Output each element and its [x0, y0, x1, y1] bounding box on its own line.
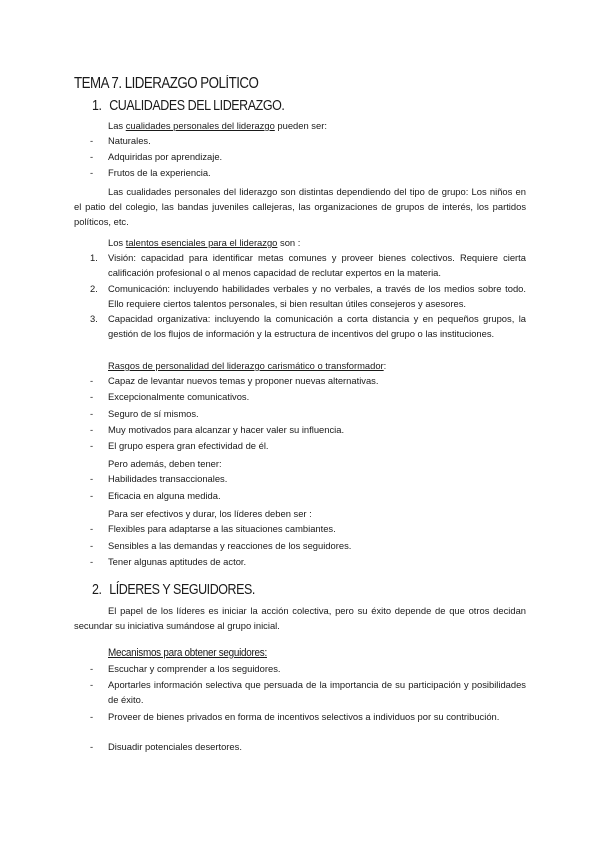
dash-bullet: - — [90, 490, 94, 501]
dash-bullet: - — [90, 424, 94, 435]
qualities-term: cualidades personales del liderazgo — [125, 120, 275, 131]
list-item-text: Proveer de bienes privados en forma de incentivos selectivos a individuos por su contribución. — [108, 711, 500, 722]
item-number: 2. — [90, 283, 98, 294]
paragraph — [74, 184, 526, 229]
list-item — [90, 422, 526, 437]
list-item-text: Excepcionalmente comunicativos. — [108, 391, 250, 402]
item-text: Capacidad organizativa: incluyendo la comunicación a corta distancia y en pequeños grupos, la gestión de los flujos de información y la estructura de incentivos del grupo o las instituciones. — [108, 313, 526, 339]
list-item — [90, 149, 526, 164]
list-item-text: Aportarles información selectiva que persuada de la importancia de su participación y posibilidades de éxito. — [108, 679, 526, 705]
section-title: LÍDERES Y SEGUIDORES. — [109, 582, 255, 598]
list-item — [90, 709, 526, 724]
dash-bullet: - — [90, 679, 94, 690]
dash-bullet: - — [90, 135, 94, 146]
list-item-text: Eficacia en alguna medida. — [108, 490, 221, 501]
dash-bullet: - — [90, 741, 94, 752]
durable-intro: Para ser efectivos y durar, los líderes deben ser : — [108, 508, 312, 519]
traits-heading — [108, 358, 386, 373]
list-item — [90, 438, 526, 453]
item-number: 3. — [90, 313, 98, 324]
list-item — [90, 677, 526, 707]
dash-bullet: - — [90, 663, 94, 674]
list-item-text: Frutos de la experiencia. — [108, 167, 211, 178]
list-item-text: Seguro de sí mismos. — [108, 408, 199, 419]
intro-prefix: Las — [108, 120, 126, 131]
list-item — [90, 389, 526, 404]
list-item — [90, 488, 526, 503]
dash-bullet: - — [90, 375, 94, 386]
also-intro: Pero además, deben tener: — [108, 458, 222, 469]
list-item — [90, 406, 526, 421]
section-heading-2 — [92, 582, 255, 598]
list-item-text: Sensibles a las demandas y reacciones de los seguidores. — [108, 540, 352, 551]
section-title: CUALIDADES DEL LIDERAZGO. — [109, 98, 285, 114]
colon: : — [264, 647, 267, 659]
intro-suffix: son : — [277, 237, 301, 248]
dash-bullet: - — [90, 711, 94, 722]
numbered-item — [90, 281, 526, 311]
list-item — [90, 373, 526, 388]
list-item-text: El grupo espera gran efectividad de él. — [108, 440, 269, 451]
mechanisms-term: Mecanismos para obtener seguidores — [108, 647, 265, 659]
item-text: Visión: capacidad para identificar metas comunes y proveer bienes colectivos. Requiere cierta calificación profesional o al menos capacidad de reclutar expertos en la materia. — [108, 252, 526, 278]
section-number: 2. — [92, 582, 102, 598]
list-item-text: Adquiridas por aprendizaje. — [108, 151, 223, 162]
traits-term: Rasgos de personalidad del liderazgo carismático o transformador — [108, 360, 384, 371]
item-number: 1. — [90, 252, 98, 263]
list-item — [90, 521, 526, 536]
colon: : — [383, 360, 387, 371]
numbered-item — [90, 311, 526, 341]
list-item-text: Capaz de levantar nuevos temas y proponer nuevas alternativas. — [108, 375, 379, 386]
intro-suffix: pueden ser: — [274, 120, 327, 131]
mechanisms-heading — [108, 647, 267, 659]
list-item-text: Tener algunas aptitudes de actor. — [108, 556, 247, 567]
dash-bullet: - — [90, 391, 94, 402]
list-item-text: Flexibles para adaptarse a las situaciones cambiantes. — [108, 523, 336, 534]
list-item — [90, 554, 526, 569]
list-item-text: Disuadir potenciales desertores. — [108, 741, 242, 752]
intro-prefix: Los — [108, 237, 126, 248]
list-item-text: Muy motivados para alcanzar y hacer valer su influencia. — [108, 424, 345, 435]
list-item — [90, 165, 526, 180]
numbered-item — [90, 250, 526, 280]
talents-intro — [108, 235, 300, 250]
list-item — [90, 661, 526, 676]
talents-term: talentos esenciales para el liderazgo — [125, 237, 278, 248]
section-number: 1. — [92, 98, 102, 114]
list-item — [90, 471, 526, 486]
list-item-text: Naturales. — [108, 135, 151, 146]
paragraph-text: Las cualidades personales del liderazgo son distintas dependiendo del tipo de grupo: Los niños en el patio del colegio, las bandas juveniles callejeras, las organizaciones de grupos de interés, los partidos políticos, etc. — [74, 186, 526, 227]
dash-bullet: - — [90, 523, 94, 534]
dash-bullet: - — [90, 440, 94, 451]
document-title: TEMA 7. LIDERAZGO POLÍTICO — [74, 75, 259, 92]
dash-bullet: - — [90, 151, 94, 162]
list-item — [90, 739, 526, 754]
dash-bullet: - — [90, 473, 94, 484]
list-item — [90, 133, 526, 148]
dash-bullet: - — [90, 540, 94, 551]
list-item-text: Habilidades transaccionales. — [108, 473, 228, 484]
section-heading-1 — [92, 98, 284, 114]
paragraph — [74, 603, 526, 633]
paragraph-text: El papel de los líderes es iniciar la acción colectiva, pero su éxito depende de que otros decidan secundar su iniciativa sumándose al grupo inicial. — [74, 605, 526, 631]
list-item-text: Escuchar y comprender a los seguidores. — [108, 663, 281, 674]
dash-bullet: - — [90, 556, 94, 567]
item-text: Comunicación: incluyendo habilidades verbales y no verbales, a través de los medios sobre todo. Ello requiere ciertos talentos personales, si bien resultan útiles consejeros y asesores. — [108, 283, 526, 309]
dash-bullet: - — [90, 167, 94, 178]
qualities-intro — [108, 118, 327, 133]
dash-bullet: - — [90, 408, 94, 419]
list-item — [90, 538, 526, 553]
